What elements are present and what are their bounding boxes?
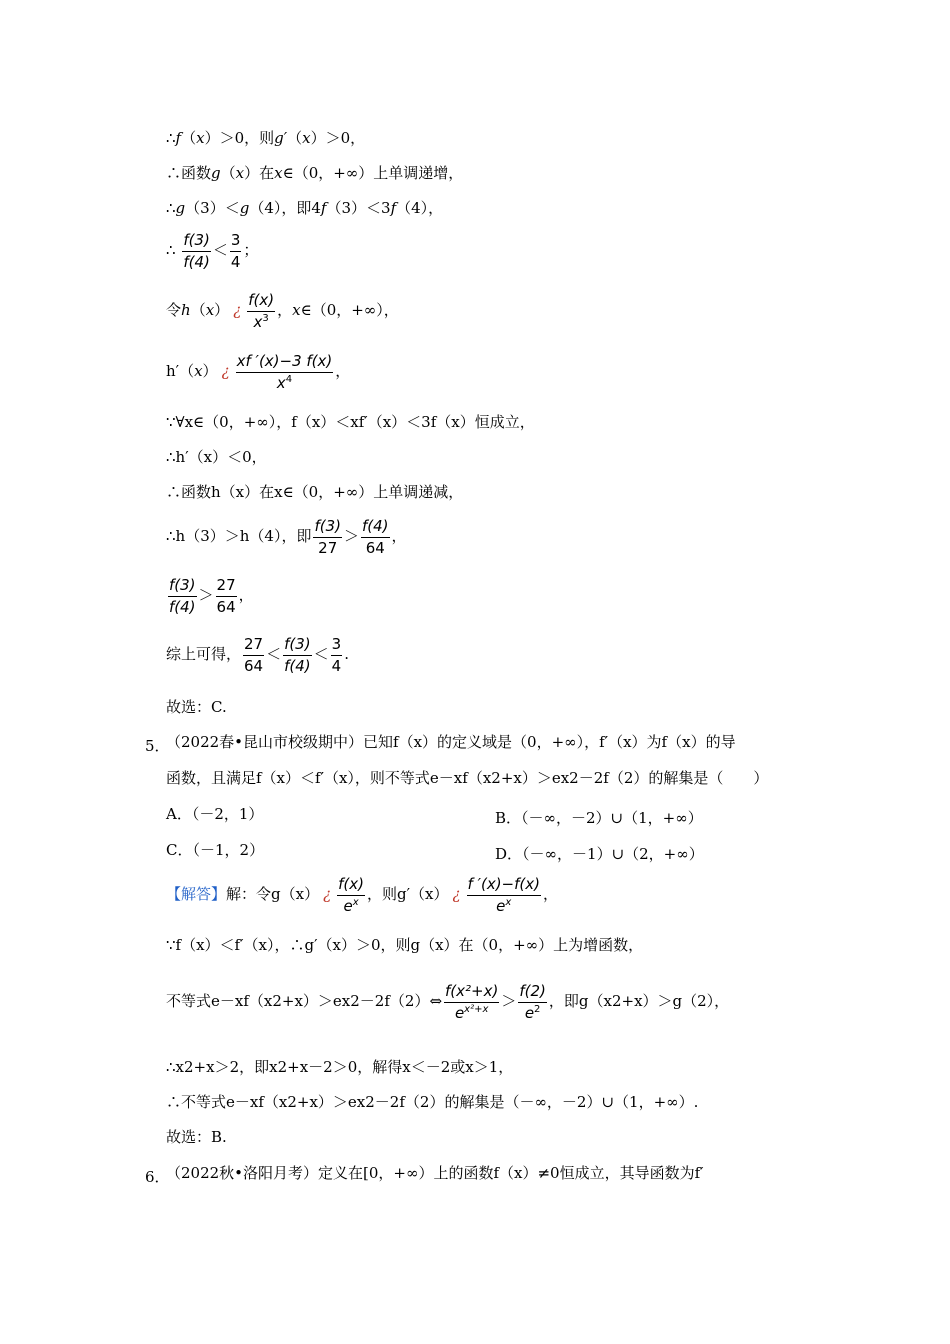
text: （ <box>190 301 206 319</box>
option-b[interactable]: B．（－∞，－2）∪（1，+∞） <box>495 809 703 827</box>
text: ∴ <box>166 241 176 259</box>
text: 令 <box>166 301 182 319</box>
fraction: $\frac{3}{4}$ <box>230 231 241 271</box>
text: 不等式e－xf（x2+x）＞ex2－2f（2）⇔ <box>166 992 443 1010</box>
text: （ <box>181 129 197 147</box>
fraction: $\frac{f(3)}{27}$ <box>314 517 341 557</box>
question-number-5: 5． <box>145 737 170 755</box>
text: ） <box>214 301 230 319</box>
fraction: $\frac{f(4)}{64}$ <box>362 517 389 557</box>
line-3: ∴g（3）＜g（4），即4f（3）＜3f（4）， <box>166 199 444 217</box>
text: ＞ <box>198 586 214 604</box>
text: . <box>344 645 349 663</box>
glyph: ¿ <box>221 362 230 380</box>
line-10 <box>166 518 407 556</box>
line-9: ∴函数h（x）在x∈（0，+∞）上单调递减， <box>166 483 464 501</box>
text: ， <box>238 586 254 604</box>
option-c[interactable]: C．（－1，2） <box>166 841 265 859</box>
line-2: ∴函数g（x）在x∈（0，+∞）上单调递增， <box>166 164 464 182</box>
text: ）＞0， <box>310 129 366 147</box>
text: ＜ <box>266 645 282 663</box>
fraction: $\frac{f(3)}{f(4)}$ <box>183 231 210 271</box>
text: ∴h（3）＞h（4），即 <box>166 527 312 545</box>
q5-stem-1: （2022春•昆山市校级期中）已知f（x）的定义域是（0，+∞），f′（x）为f（x）的导 <box>166 733 736 751</box>
text: h′（ <box>166 362 195 380</box>
text: ）在 <box>244 164 275 182</box>
text: （ <box>287 129 303 147</box>
q5-answer-line-2: ∵f（x）＜f′（x），∴g′（x）＞0，则g（x）在（0，+∞）上为增函数， <box>166 936 644 954</box>
text: ， <box>391 527 407 545</box>
q5-answer-line-1 <box>166 876 558 914</box>
q5-answer-line-3 <box>166 983 729 1021</box>
text: （4），即4 <box>249 199 321 217</box>
line-13: 故选：C. <box>166 698 227 716</box>
fraction: $\frac{f(3)}{f(4)}$ <box>284 635 311 675</box>
text: ， <box>335 362 351 380</box>
option-d[interactable]: D．（－∞，－1）∪（2，+∞） <box>495 845 704 863</box>
q5-answer-line-5: ∴不等式e－xf（x2+x）＞ex2－2f（2）的解集是（－∞，－2）∪（1，+∞）. <box>166 1093 699 1111</box>
text: ）＞0，则 <box>204 129 275 147</box>
text: ） <box>202 362 218 380</box>
text: ＞ <box>501 992 517 1010</box>
q6-stem: （2022秋•洛阳月考）定义在[0，+∞）上的函数f（x）≠0恒成立，其导函数为f′ <box>166 1164 704 1182</box>
text: ，则g′（x） <box>367 885 449 903</box>
q5-stem-2: 函数，且满足f（x）＜f′（x），则不等式e－xf（x2+x）＞ex2－2f（2）的解集是（ ） <box>166 769 769 787</box>
fraction: $\frac{27}{64}$ <box>216 576 236 616</box>
fraction: $\frac{3}{4}$ <box>331 635 342 675</box>
glyph: ¿ <box>233 301 242 319</box>
answer-tag: 【解答】 <box>166 885 227 903</box>
text: ∈（0，+∞）， <box>300 301 399 319</box>
text: ＞ <box>343 527 359 545</box>
line-6: h′（x） ¿ $\frac{xf '(x)-3 f(x)}{x^4}$ ， <box>166 352 351 392</box>
fraction: $\frac{f(2)}{e^2}$ <box>519 982 546 1022</box>
fraction: $\frac{f(3)}{f(4)}$ <box>169 576 196 616</box>
line-1: ∴f（x）＞0，则g′（x）＞0， <box>166 129 366 147</box>
text: ∴ <box>166 129 176 147</box>
text: ，即g（x2+x）＞g（2）， <box>548 992 730 1010</box>
text: ， <box>277 301 293 319</box>
line-8: ∴h′（x）＜0， <box>166 448 267 466</box>
text: 综上可得， <box>166 645 242 663</box>
text: ＜ <box>313 645 329 663</box>
fraction: $\frac{f '(x)-f(x)}{e^x}$ <box>467 875 540 915</box>
text: （ <box>220 164 236 182</box>
fraction: $\frac{\text{f(x²+x)}}{e^{x^2+x}}$ <box>445 982 499 1022</box>
text: 解：令g（x） <box>226 885 320 903</box>
q5-answer-line-6: 故选：B. <box>166 1128 227 1146</box>
text: ∴函数 <box>166 164 212 182</box>
text: ∴ <box>166 199 176 217</box>
fraction: $\frac{27}{64}$ <box>244 635 264 675</box>
q5-answer-line-4: ∴x2+x＞2，即x2+x－2＞0，解得x＜－2或x＞1， <box>166 1058 514 1076</box>
text: ∈（0，+∞）上单调递增， <box>282 164 464 182</box>
text: ， <box>542 885 558 903</box>
line-12 <box>166 636 349 674</box>
text: ； <box>243 241 259 259</box>
text: （4）， <box>396 199 444 217</box>
text: （3）＜3 <box>326 199 391 217</box>
text: ＜ <box>212 241 228 259</box>
glyph: ¿ <box>323 885 332 903</box>
text: （3）＜ <box>185 199 240 217</box>
line-4 <box>166 232 258 270</box>
question-number-6: 6． <box>145 1168 170 1186</box>
glyph: ¿ <box>452 885 461 903</box>
option-a[interactable]: A．（－2，1） <box>166 805 264 823</box>
line-5: 令h（x） ¿ $\frac{f(x)}{x^3}$ ，x∈（0，+∞）， <box>166 291 399 331</box>
fraction: $\frac{f(x)}{x^3}$ <box>248 291 275 331</box>
line-11 <box>166 577 254 615</box>
fraction: $\frac{xf '(x)-3 f(x)}{x^4}$ <box>236 352 333 392</box>
fraction: $\frac{f(x)}{e^x}$ <box>338 875 364 915</box>
line-7: ∵∀x∈（0，+∞），f（x）＜xf′（x）＜3f（x）恒成立， <box>166 413 535 431</box>
